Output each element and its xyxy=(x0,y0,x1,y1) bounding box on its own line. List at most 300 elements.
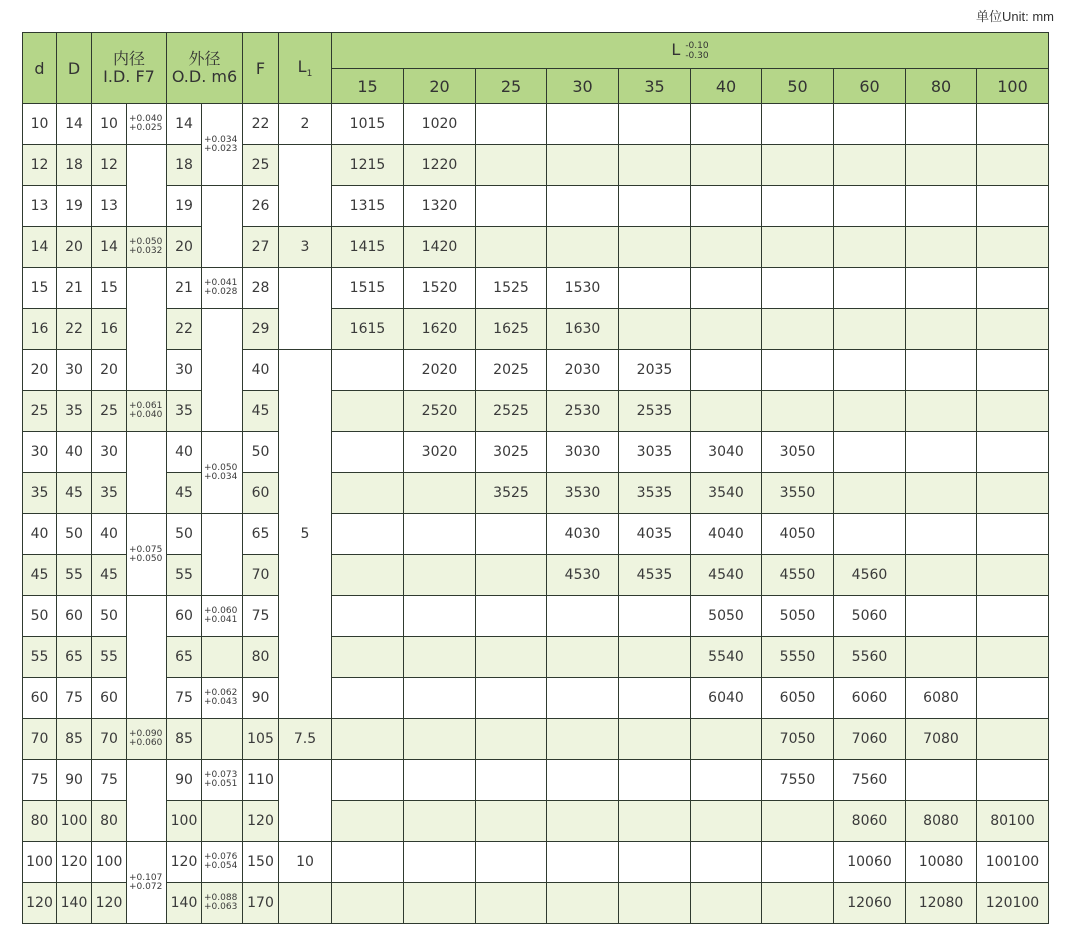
part-number-cell xyxy=(476,227,547,268)
cell-F: 45 xyxy=(243,391,279,432)
table-row xyxy=(23,842,1049,883)
part-number-cell xyxy=(404,596,476,637)
part-number-cell xyxy=(547,842,619,883)
part-number-cell xyxy=(332,555,404,596)
part-number-cell xyxy=(691,145,762,186)
part-number-cell: 6060 xyxy=(834,678,906,719)
tolerance-cell xyxy=(202,596,243,637)
part-number-cell xyxy=(619,309,691,350)
table-row xyxy=(23,760,1049,801)
part-number-cell xyxy=(834,309,906,350)
part-number-cell xyxy=(619,678,691,719)
cell-F: 90 xyxy=(243,678,279,719)
tolerance-upper: +0.090 xyxy=(129,729,163,739)
cell-d: 50 xyxy=(23,596,57,637)
part-number-cell xyxy=(977,596,1049,637)
header-L xyxy=(332,33,1049,69)
length-header-50: 50 xyxy=(762,69,834,104)
cell-d: 55 xyxy=(23,637,57,678)
part-number-cell: 1420 xyxy=(404,227,476,268)
part-number-cell: 1015 xyxy=(332,104,404,145)
table-row xyxy=(23,268,1049,309)
cell-F: 28 xyxy=(243,268,279,309)
cell-D: 19 xyxy=(57,186,92,227)
part-number-cell: 1415 xyxy=(332,227,404,268)
part-number-cell xyxy=(619,637,691,678)
tolerance-cell xyxy=(127,719,167,760)
table-row xyxy=(23,473,1049,514)
tolerance-cell xyxy=(202,678,243,719)
cell-inner-diameter: 55 xyxy=(92,637,127,678)
part-number-cell: 4535 xyxy=(619,555,691,596)
cell-d: 14 xyxy=(23,227,57,268)
part-number-cell xyxy=(977,268,1049,309)
part-number-cell xyxy=(977,186,1049,227)
tolerance-cell xyxy=(202,104,243,186)
cell-D: 20 xyxy=(57,227,92,268)
cell-d: 40 xyxy=(23,514,57,555)
part-number-cell: 3030 xyxy=(547,432,619,473)
header-F: F xyxy=(243,33,279,104)
table-row xyxy=(23,637,1049,678)
cell-inner-diameter: 14 xyxy=(92,227,127,268)
part-number-cell: 3035 xyxy=(619,432,691,473)
tolerance-cell xyxy=(202,268,243,309)
part-number-cell xyxy=(547,801,619,842)
part-number-cell: 7080 xyxy=(906,719,977,760)
part-number-cell xyxy=(691,801,762,842)
tolerance-lower: +0.034 xyxy=(204,471,238,482)
part-number-cell: 6080 xyxy=(906,678,977,719)
part-number-cell: 7060 xyxy=(834,719,906,760)
part-number-cell xyxy=(762,391,834,432)
table-row xyxy=(23,104,1049,145)
cell-D: 55 xyxy=(57,555,92,596)
part-number-cell: 3540 xyxy=(691,473,762,514)
cell-F: 110 xyxy=(243,760,279,801)
part-number-cell xyxy=(977,309,1049,350)
cell-inner-diameter: 50 xyxy=(92,596,127,637)
part-number-cell xyxy=(547,145,619,186)
part-number-cell xyxy=(977,719,1049,760)
part-number-cell xyxy=(977,391,1049,432)
part-number-cell: 3530 xyxy=(547,473,619,514)
part-number-cell: 5540 xyxy=(691,637,762,678)
tolerance-lower: +0.040 xyxy=(129,410,163,420)
tolerance-cell xyxy=(127,514,167,596)
tolerance-lower: +0.025 xyxy=(129,123,163,133)
part-number-cell: 1320 xyxy=(404,186,476,227)
cell-D: 85 xyxy=(57,719,92,760)
part-number-cell: 6050 xyxy=(762,678,834,719)
cell-F: 120 xyxy=(243,801,279,842)
length-header-20: 20 xyxy=(404,69,476,104)
part-number-cell xyxy=(691,719,762,760)
tolerance-upper: +0.060 xyxy=(204,606,238,616)
tolerance-upper: +0.034 xyxy=(204,134,238,145)
cell-inner-diameter: 20 xyxy=(92,350,127,391)
cell-d: 12 xyxy=(23,145,57,186)
part-number-cell xyxy=(762,801,834,842)
table-row xyxy=(23,596,1049,637)
cell-L1 xyxy=(279,883,332,924)
part-number-cell: 1220 xyxy=(404,145,476,186)
part-number-cell xyxy=(619,596,691,637)
cell-d: 20 xyxy=(23,350,57,391)
cell-L1: 7.5 xyxy=(279,719,332,760)
cell-outer-diameter: 75 xyxy=(167,678,202,719)
tolerance-cell xyxy=(127,227,167,268)
cell-D: 75 xyxy=(57,678,92,719)
cell-F: 65 xyxy=(243,514,279,555)
part-number-cell: 3025 xyxy=(476,432,547,473)
part-number-cell xyxy=(906,227,977,268)
tolerance-upper: +0.073 xyxy=(204,770,238,780)
part-number-cell: 1630 xyxy=(547,309,619,350)
tolerance-upper: +0.107 xyxy=(129,872,163,883)
part-number-cell xyxy=(332,596,404,637)
table-row xyxy=(23,391,1049,432)
part-number-cell xyxy=(332,883,404,924)
tolerance-lower: +0.063 xyxy=(204,902,238,912)
tolerance-lower: +0.051 xyxy=(204,779,238,789)
part-number-cell xyxy=(691,842,762,883)
cell-F: 150 xyxy=(243,842,279,883)
part-number-cell xyxy=(404,801,476,842)
part-number-cell: 1020 xyxy=(404,104,476,145)
cell-outer-diameter: 30 xyxy=(167,350,202,391)
part-number-cell xyxy=(906,391,977,432)
tolerance-lower: +0.041 xyxy=(204,615,238,625)
part-number-cell xyxy=(476,596,547,637)
part-number-cell xyxy=(762,842,834,883)
table-body xyxy=(23,104,1049,924)
cell-outer-diameter: 19 xyxy=(167,186,202,227)
part-number-cell: 10060 xyxy=(834,842,906,883)
cell-D: 90 xyxy=(57,760,92,801)
part-number-cell xyxy=(332,391,404,432)
cell-inner-diameter: 120 xyxy=(92,883,127,924)
cell-F: 22 xyxy=(243,104,279,145)
cell-F: 60 xyxy=(243,473,279,514)
cell-inner-diameter: 15 xyxy=(92,268,127,309)
part-number-cell xyxy=(906,145,977,186)
cell-F: 25 xyxy=(243,145,279,186)
part-number-cell: 1615 xyxy=(332,309,404,350)
part-number-cell xyxy=(834,514,906,555)
part-number-cell xyxy=(691,350,762,391)
part-number-cell xyxy=(547,719,619,760)
cell-inner-diameter: 60 xyxy=(92,678,127,719)
part-number-cell xyxy=(547,104,619,145)
cell-L1: 10 xyxy=(279,842,332,883)
part-number-cell xyxy=(619,760,691,801)
tolerance-cell xyxy=(202,514,243,596)
part-number-cell xyxy=(834,104,906,145)
part-number-cell: 1215 xyxy=(332,145,404,186)
cell-outer-diameter: 85 xyxy=(167,719,202,760)
part-number-cell xyxy=(762,227,834,268)
tolerance-lower: +0.060 xyxy=(129,738,163,748)
tolerance-lower: +0.054 xyxy=(204,861,238,871)
header-d: d xyxy=(23,33,57,104)
part-number-cell xyxy=(404,760,476,801)
length-header-25: 25 xyxy=(476,69,547,104)
tolerance-cell xyxy=(202,309,243,432)
cell-inner-diameter: 100 xyxy=(92,842,127,883)
header-inner-diameter-cn: 内径 xyxy=(112,49,145,68)
length-header-80: 80 xyxy=(906,69,977,104)
part-number-cell xyxy=(619,719,691,760)
cell-D: 140 xyxy=(57,883,92,924)
part-number-cell xyxy=(834,391,906,432)
part-number-cell xyxy=(619,145,691,186)
table-row xyxy=(23,719,1049,760)
part-number-cell xyxy=(906,760,977,801)
part-number-cell xyxy=(977,104,1049,145)
cell-outer-diameter: 18 xyxy=(167,145,202,186)
tolerance-upper: +0.050 xyxy=(204,462,238,473)
tolerance-cell xyxy=(127,268,167,391)
cell-outer-diameter: 100 xyxy=(167,801,202,842)
cell-D: 21 xyxy=(57,268,92,309)
cell-d: 75 xyxy=(23,760,57,801)
part-number-cell xyxy=(977,678,1049,719)
part-number-cell xyxy=(332,350,404,391)
part-number-cell xyxy=(619,186,691,227)
part-number-cell: 4560 xyxy=(834,555,906,596)
length-header-100: 100 xyxy=(977,69,1049,104)
cell-L1 xyxy=(279,145,332,227)
cell-D: 100 xyxy=(57,801,92,842)
tolerance-lower: +0.032 xyxy=(129,246,163,256)
part-number-cell: 6040 xyxy=(691,678,762,719)
part-number-cell xyxy=(762,883,834,924)
part-number-cell: 1530 xyxy=(547,268,619,309)
table-header xyxy=(23,33,1049,104)
tolerance-lower: +0.072 xyxy=(129,881,163,892)
part-number-cell: 1525 xyxy=(476,268,547,309)
cell-outer-diameter: 20 xyxy=(167,227,202,268)
part-number-cell xyxy=(977,227,1049,268)
tolerance-cell xyxy=(202,186,243,268)
part-number-cell: 12080 xyxy=(906,883,977,924)
part-number-cell xyxy=(547,760,619,801)
header-L1-sub: 1 xyxy=(306,69,313,80)
part-number-cell xyxy=(762,268,834,309)
table-row xyxy=(23,309,1049,350)
table-row xyxy=(23,801,1049,842)
part-number-cell xyxy=(906,104,977,145)
table-row xyxy=(23,514,1049,555)
part-number-cell xyxy=(332,432,404,473)
cell-F: 80 xyxy=(243,637,279,678)
tolerance-upper: +0.061 xyxy=(129,401,163,411)
part-number-cell: 2535 xyxy=(619,391,691,432)
part-number-cell: 5050 xyxy=(691,596,762,637)
cell-d: 80 xyxy=(23,801,57,842)
part-number-cell: 2530 xyxy=(547,391,619,432)
cell-inner-diameter: 25 xyxy=(92,391,127,432)
tolerance-lower: +0.043 xyxy=(204,697,238,707)
part-number-cell xyxy=(404,555,476,596)
part-number-cell xyxy=(619,842,691,883)
part-number-cell: 3020 xyxy=(404,432,476,473)
cell-D: 120 xyxy=(57,842,92,883)
part-number-cell xyxy=(906,514,977,555)
unit-label: 单位Unit: mm xyxy=(975,9,1054,24)
part-number-cell xyxy=(977,473,1049,514)
part-number-cell xyxy=(977,432,1049,473)
cell-d: 30 xyxy=(23,432,57,473)
tolerance-cell xyxy=(202,637,243,678)
header-L1-main: L xyxy=(297,56,307,76)
tolerance-cell xyxy=(202,801,243,842)
table-row xyxy=(23,186,1049,227)
cell-D: 60 xyxy=(57,596,92,637)
part-number-cell: 1520 xyxy=(404,268,476,309)
part-number-cell xyxy=(906,637,977,678)
part-number-cell xyxy=(762,104,834,145)
part-number-cell xyxy=(332,801,404,842)
table-row xyxy=(23,432,1049,473)
tolerance-cell xyxy=(127,432,167,514)
cell-D: 14 xyxy=(57,104,92,145)
cell-F: 75 xyxy=(243,596,279,637)
part-number-cell xyxy=(691,104,762,145)
part-number-cell: 100100 xyxy=(977,842,1049,883)
part-number-cell xyxy=(476,719,547,760)
tolerance-lower: +0.050 xyxy=(129,553,163,564)
cell-F: 70 xyxy=(243,555,279,596)
part-number-cell xyxy=(476,514,547,555)
part-number-cell xyxy=(332,719,404,760)
part-number-cell xyxy=(332,678,404,719)
part-number-cell: 2025 xyxy=(476,350,547,391)
cell-outer-diameter: 55 xyxy=(167,555,202,596)
cell-d: 120 xyxy=(23,883,57,924)
cell-outer-diameter: 22 xyxy=(167,309,202,350)
part-number-cell xyxy=(691,227,762,268)
cell-D: 30 xyxy=(57,350,92,391)
cell-d: 25 xyxy=(23,391,57,432)
part-number-cell: 3550 xyxy=(762,473,834,514)
part-number-cell: 12060 xyxy=(834,883,906,924)
header-inner-diameter-en: I.D. F7 xyxy=(103,67,155,86)
part-number-cell: 10080 xyxy=(906,842,977,883)
part-number-cell xyxy=(332,842,404,883)
part-number-cell xyxy=(404,842,476,883)
cell-outer-diameter: 120 xyxy=(167,842,202,883)
part-number-cell xyxy=(977,760,1049,801)
tolerance-lower: +0.023 xyxy=(204,143,238,154)
part-number-cell xyxy=(691,186,762,227)
part-number-cell xyxy=(834,350,906,391)
cell-outer-diameter: 60 xyxy=(167,596,202,637)
part-number-cell: 2520 xyxy=(404,391,476,432)
cell-d: 35 xyxy=(23,473,57,514)
part-number-cell xyxy=(977,145,1049,186)
length-header-30: 30 xyxy=(547,69,619,104)
part-number-cell xyxy=(691,268,762,309)
part-number-cell: 1625 xyxy=(476,309,547,350)
header-L-tolerance xyxy=(685,41,708,61)
header-L-tol-upper: -0.10 xyxy=(685,40,709,51)
cell-inner-diameter: 45 xyxy=(92,555,127,596)
part-number-cell: 5550 xyxy=(762,637,834,678)
part-number-cell: 4540 xyxy=(691,555,762,596)
part-number-cell: 4530 xyxy=(547,555,619,596)
cell-F: 29 xyxy=(243,309,279,350)
cell-d: 15 xyxy=(23,268,57,309)
cell-inner-diameter: 35 xyxy=(92,473,127,514)
cell-outer-diameter: 40 xyxy=(167,432,202,473)
part-number-cell xyxy=(476,801,547,842)
tolerance-cell xyxy=(127,760,167,842)
cell-inner-diameter: 70 xyxy=(92,719,127,760)
part-number-cell xyxy=(332,473,404,514)
part-number-cell xyxy=(691,883,762,924)
cell-L1: 5 xyxy=(279,350,332,719)
cell-outer-diameter: 50 xyxy=(167,514,202,555)
cell-F: 27 xyxy=(243,227,279,268)
cell-L1 xyxy=(279,268,332,350)
cell-inner-diameter: 75 xyxy=(92,760,127,801)
table-row xyxy=(23,145,1049,186)
size-table xyxy=(22,32,1049,924)
part-number-cell: 120100 xyxy=(977,883,1049,924)
part-number-cell xyxy=(977,350,1049,391)
part-number-cell xyxy=(691,309,762,350)
cell-d: 13 xyxy=(23,186,57,227)
header-outer-diameter-en: O.D. m6 xyxy=(171,67,238,86)
part-number-cell xyxy=(404,883,476,924)
tolerance-cell xyxy=(202,883,243,924)
cell-D: 35 xyxy=(57,391,92,432)
part-number-cell xyxy=(906,596,977,637)
cell-D: 22 xyxy=(57,309,92,350)
part-number-cell: 4035 xyxy=(619,514,691,555)
part-number-cell xyxy=(547,186,619,227)
tolerance-cell xyxy=(127,596,167,719)
part-number-cell xyxy=(906,432,977,473)
length-header-35: 35 xyxy=(619,69,691,104)
part-number-cell xyxy=(691,391,762,432)
part-number-cell: 3535 xyxy=(619,473,691,514)
tolerance-lower: +0.028 xyxy=(204,287,238,297)
cell-D: 40 xyxy=(57,432,92,473)
part-number-cell xyxy=(619,104,691,145)
cell-D: 65 xyxy=(57,637,92,678)
part-number-cell: 7560 xyxy=(834,760,906,801)
cell-D: 18 xyxy=(57,145,92,186)
part-number-cell: 1315 xyxy=(332,186,404,227)
part-number-cell xyxy=(476,104,547,145)
header-outer-diameter xyxy=(167,33,243,104)
part-number-cell xyxy=(404,473,476,514)
part-number-cell xyxy=(619,801,691,842)
header-L1 xyxy=(279,33,332,104)
part-number-cell xyxy=(977,555,1049,596)
part-number-cell xyxy=(547,227,619,268)
header-outer-diameter-cn: 外径 xyxy=(188,49,221,68)
part-number-cell: 4030 xyxy=(547,514,619,555)
part-number-cell: 1515 xyxy=(332,268,404,309)
table-row xyxy=(23,350,1049,391)
part-number-cell xyxy=(476,145,547,186)
part-number-cell xyxy=(691,760,762,801)
tolerance-upper: +0.088 xyxy=(204,893,238,903)
